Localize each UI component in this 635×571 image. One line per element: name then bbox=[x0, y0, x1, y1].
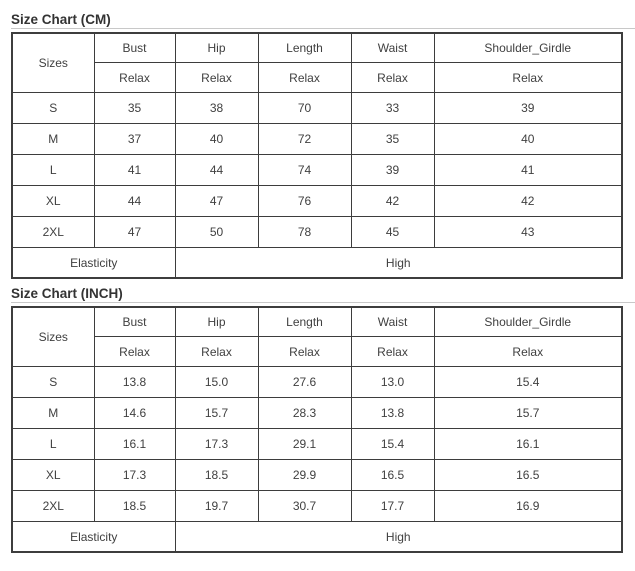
value-cell: 15.7 bbox=[175, 398, 258, 429]
size-chart-inch-title: Size Chart (INCH) bbox=[11, 286, 635, 303]
size-chart-cm-section bbox=[11, 12, 635, 279]
col-header-bust: Bust bbox=[94, 307, 175, 337]
value-cell: 17.3 bbox=[175, 429, 258, 460]
size-chart-inch-section bbox=[11, 286, 635, 553]
row-label: XL bbox=[12, 186, 94, 217]
value-cell: 35 bbox=[351, 124, 434, 155]
table-row bbox=[12, 429, 622, 460]
fit-relax-cell: Relax bbox=[94, 63, 175, 93]
value-cell: 78 bbox=[258, 217, 351, 248]
row-label: 2XL bbox=[12, 217, 94, 248]
table-row bbox=[12, 186, 622, 217]
value-cell: 17.3 bbox=[94, 460, 175, 491]
value-cell: 76 bbox=[258, 186, 351, 217]
value-cell: 40 bbox=[434, 124, 622, 155]
sizes-corner-cell: Sizes bbox=[12, 33, 94, 93]
fit-relax-cell: Relax bbox=[175, 63, 258, 93]
col-header-shoulder-girdle: Shoulder_Girdle bbox=[434, 33, 622, 63]
elasticity-label-cell: Elasticity bbox=[12, 522, 175, 553]
row-label: XL bbox=[12, 460, 94, 491]
value-cell: 16.9 bbox=[434, 491, 622, 522]
col-header-hip: Hip bbox=[175, 33, 258, 63]
value-cell: 15.4 bbox=[351, 429, 434, 460]
fit-relax-cell: Relax bbox=[94, 337, 175, 367]
value-cell: 28.3 bbox=[258, 398, 351, 429]
value-cell: 30.7 bbox=[258, 491, 351, 522]
value-cell: 41 bbox=[434, 155, 622, 186]
header-row-measures bbox=[12, 307, 622, 337]
fit-relax-cell: Relax bbox=[351, 63, 434, 93]
value-cell: 17.7 bbox=[351, 491, 434, 522]
col-header-hip: Hip bbox=[175, 307, 258, 337]
value-cell: 16.5 bbox=[351, 460, 434, 491]
value-cell: 18.5 bbox=[175, 460, 258, 491]
value-cell: 70 bbox=[258, 93, 351, 124]
size-chart-cm-title: Size Chart (CM) bbox=[11, 12, 635, 29]
col-header-waist: Waist bbox=[351, 307, 434, 337]
header-row-measures bbox=[12, 33, 622, 63]
value-cell: 42 bbox=[351, 186, 434, 217]
value-cell: 13.0 bbox=[351, 367, 434, 398]
fit-relax-cell: Relax bbox=[175, 337, 258, 367]
row-label: L bbox=[12, 429, 94, 460]
value-cell: 18.5 bbox=[94, 491, 175, 522]
fit-relax-cell: Relax bbox=[434, 337, 622, 367]
fit-relax-cell: Relax bbox=[258, 63, 351, 93]
elasticity-label-cell: Elasticity bbox=[12, 248, 175, 279]
value-cell: 33 bbox=[351, 93, 434, 124]
value-cell: 16.1 bbox=[434, 429, 622, 460]
col-header-length: Length bbox=[258, 307, 351, 337]
row-label: M bbox=[12, 398, 94, 429]
table-row bbox=[12, 93, 622, 124]
header-row-fit bbox=[12, 337, 622, 367]
fit-relax-cell: Relax bbox=[351, 337, 434, 367]
value-cell: 42 bbox=[434, 186, 622, 217]
col-header-waist: Waist bbox=[351, 33, 434, 63]
value-cell: 47 bbox=[94, 217, 175, 248]
value-cell: 13.8 bbox=[94, 367, 175, 398]
row-label: S bbox=[12, 93, 94, 124]
table-row bbox=[12, 155, 622, 186]
sizes-corner-cell: Sizes bbox=[12, 307, 94, 367]
value-cell: 44 bbox=[94, 186, 175, 217]
value-cell: 14.6 bbox=[94, 398, 175, 429]
value-cell: 15.0 bbox=[175, 367, 258, 398]
footer-row bbox=[12, 248, 622, 279]
value-cell: 19.7 bbox=[175, 491, 258, 522]
table-row bbox=[12, 124, 622, 155]
col-header-bust: Bust bbox=[94, 33, 175, 63]
value-cell: 38 bbox=[175, 93, 258, 124]
value-cell: 39 bbox=[351, 155, 434, 186]
fit-relax-cell: Relax bbox=[258, 337, 351, 367]
elasticity-value-cell: High bbox=[175, 522, 622, 553]
value-cell: 29.9 bbox=[258, 460, 351, 491]
value-cell: 43 bbox=[434, 217, 622, 248]
header-row-fit bbox=[12, 63, 622, 93]
size-chart-inch-table bbox=[11, 306, 623, 553]
elasticity-value-cell: High bbox=[175, 248, 622, 279]
row-label: L bbox=[12, 155, 94, 186]
value-cell: 40 bbox=[175, 124, 258, 155]
table-row bbox=[12, 217, 622, 248]
value-cell: 74 bbox=[258, 155, 351, 186]
table-row bbox=[12, 460, 622, 491]
fit-relax-cell: Relax bbox=[434, 63, 622, 93]
row-label: S bbox=[12, 367, 94, 398]
value-cell: 15.4 bbox=[434, 367, 622, 398]
value-cell: 16.1 bbox=[94, 429, 175, 460]
value-cell: 35 bbox=[94, 93, 175, 124]
value-cell: 37 bbox=[94, 124, 175, 155]
table-row bbox=[12, 367, 622, 398]
row-label: 2XL bbox=[12, 491, 94, 522]
value-cell: 15.7 bbox=[434, 398, 622, 429]
value-cell: 45 bbox=[351, 217, 434, 248]
table-row bbox=[12, 398, 622, 429]
row-label: M bbox=[12, 124, 94, 155]
value-cell: 44 bbox=[175, 155, 258, 186]
size-chart-cm-table bbox=[11, 32, 623, 279]
value-cell: 27.6 bbox=[258, 367, 351, 398]
col-header-shoulder-girdle: Shoulder_Girdle bbox=[434, 307, 622, 337]
value-cell: 29.1 bbox=[258, 429, 351, 460]
footer-row bbox=[12, 522, 622, 553]
value-cell: 41 bbox=[94, 155, 175, 186]
value-cell: 16.5 bbox=[434, 460, 622, 491]
value-cell: 13.8 bbox=[351, 398, 434, 429]
value-cell: 72 bbox=[258, 124, 351, 155]
col-header-length: Length bbox=[258, 33, 351, 63]
value-cell: 50 bbox=[175, 217, 258, 248]
value-cell: 39 bbox=[434, 93, 622, 124]
value-cell: 47 bbox=[175, 186, 258, 217]
table-row bbox=[12, 491, 622, 522]
